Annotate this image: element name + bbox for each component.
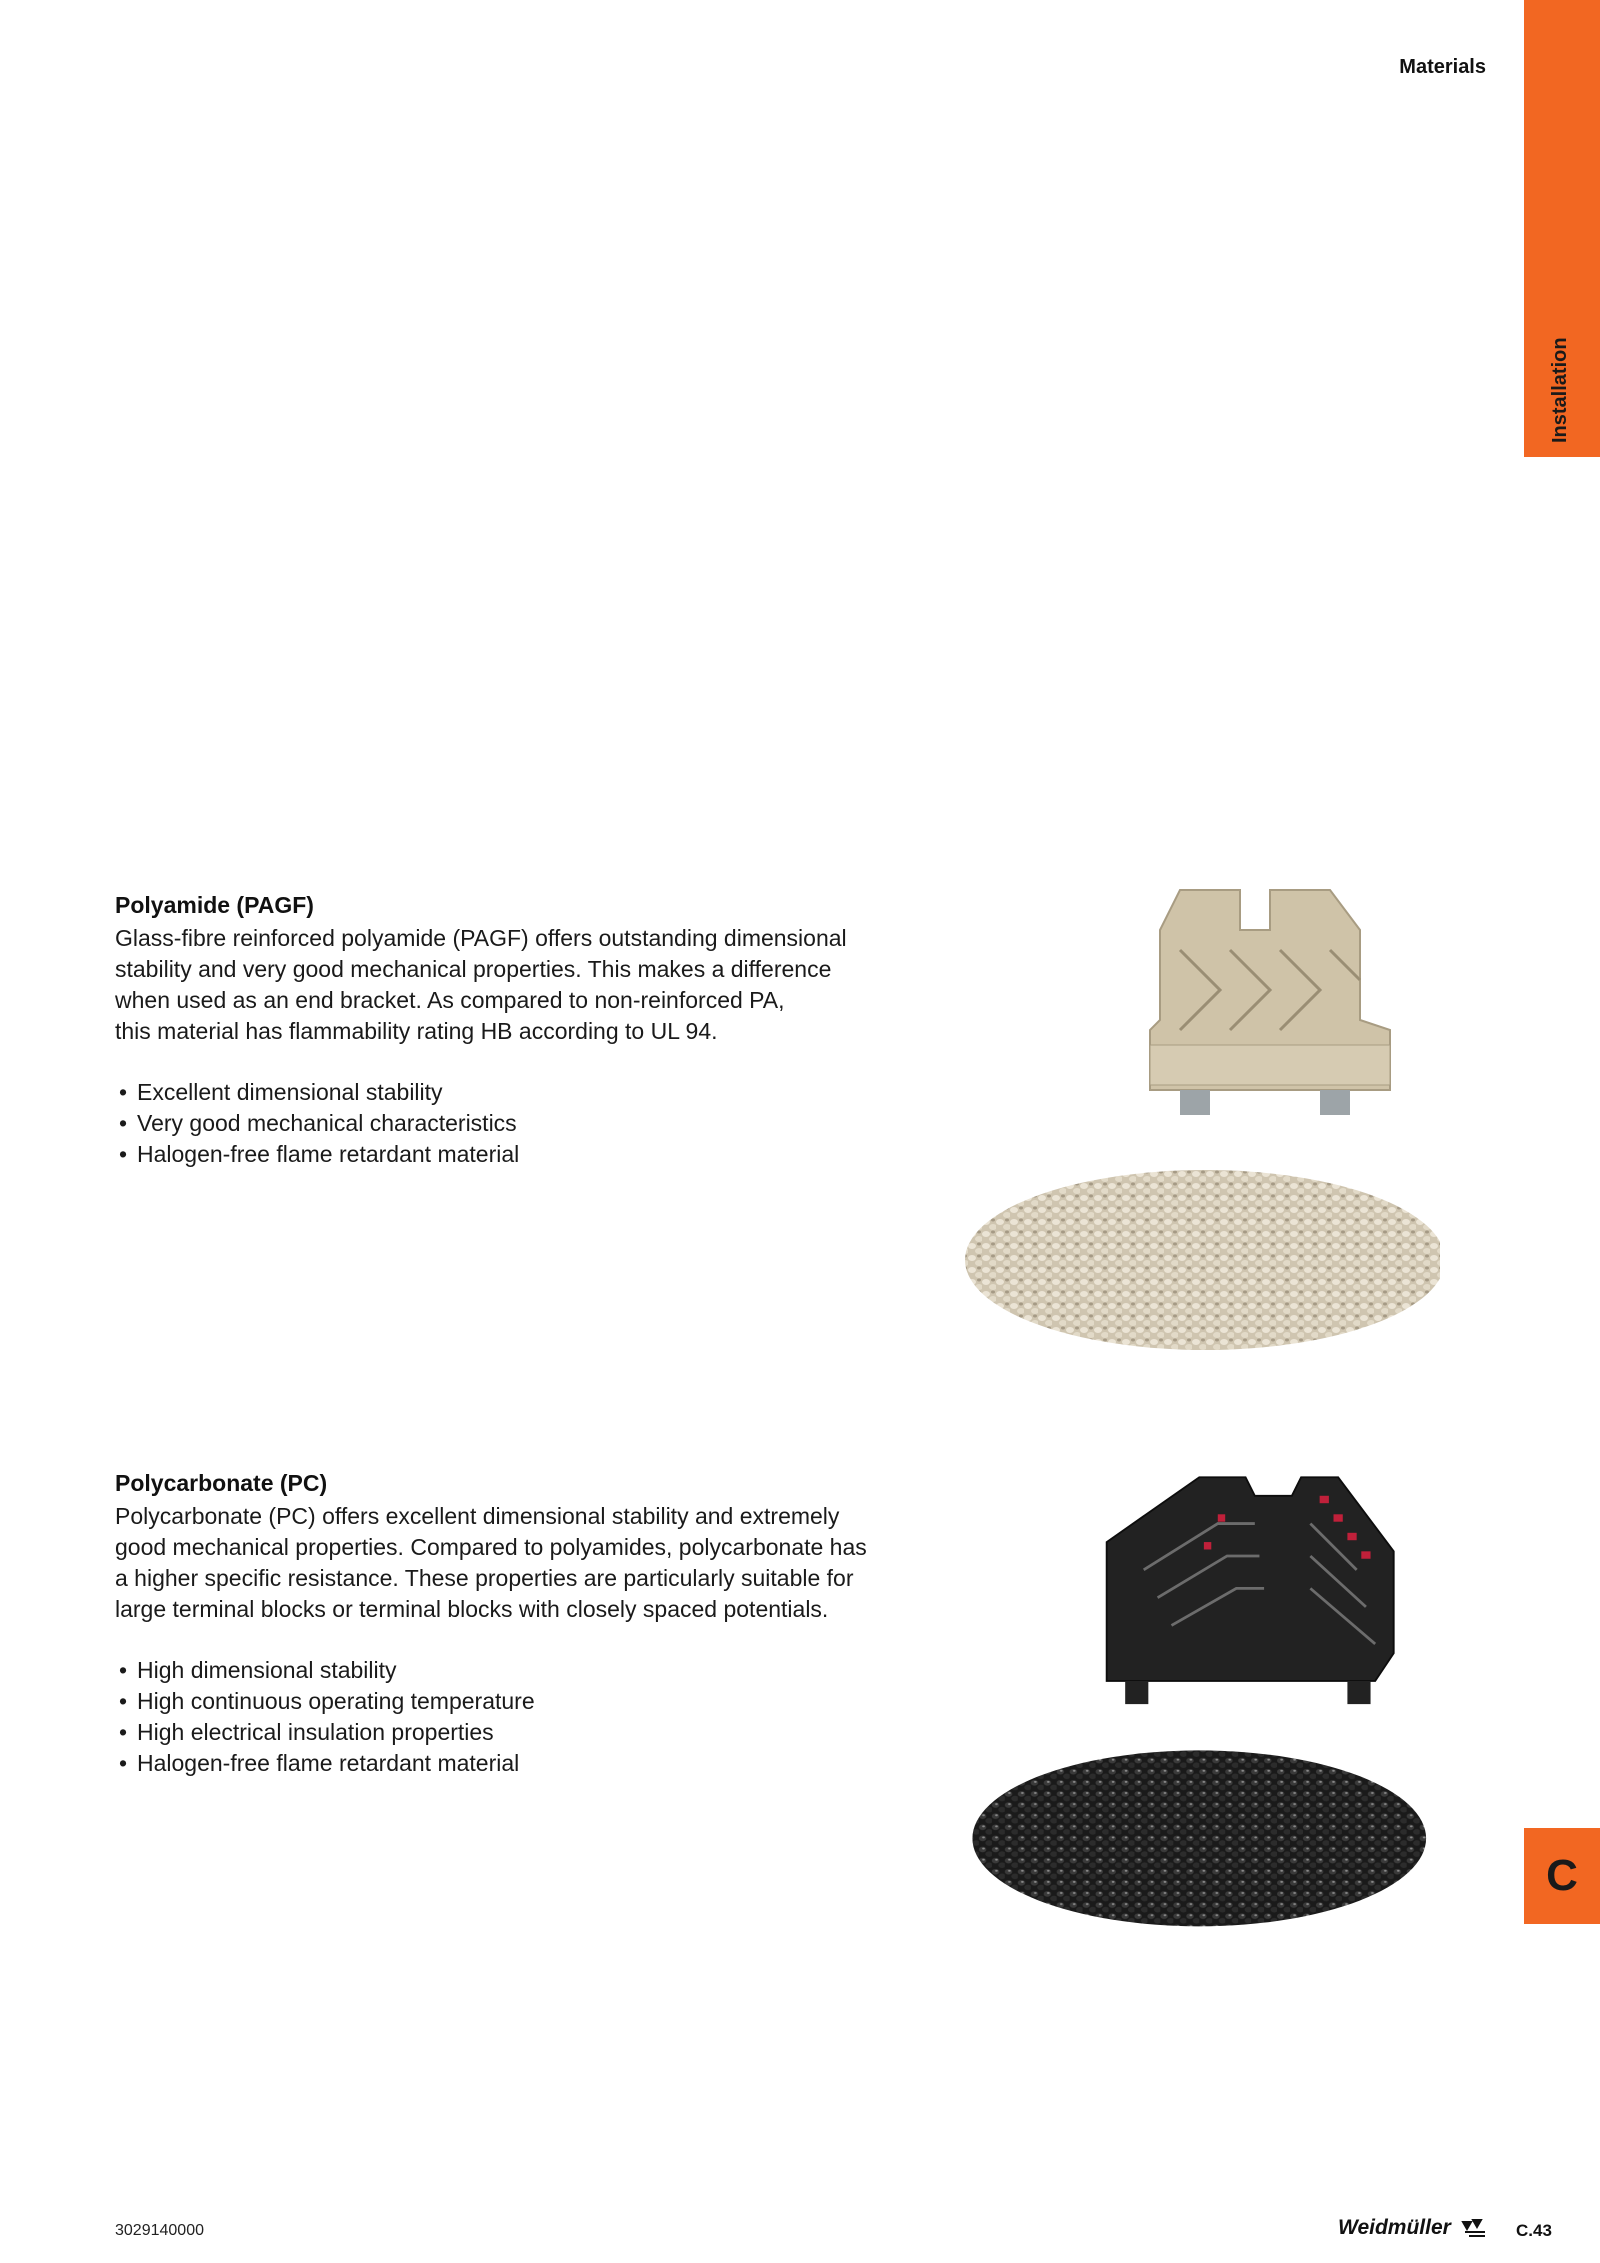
page-number: C.43 <box>1516 2221 1552 2240</box>
terminal-block-shape <box>1107 1477 1394 1704</box>
article-number: 3029140000 <box>115 2222 204 2239</box>
polyamide-product-image <box>940 870 1440 1360</box>
section-body <box>115 923 935 1047</box>
body-line: Glass-fibre reinforced polyamide (PAGF) offers outstanding dimensional <box>115 925 847 951</box>
section-title: Polyamide (PAGF) <box>115 892 314 918</box>
feature-list <box>115 1077 935 1170</box>
body-line: when used as an end bracket. As compared to non-reinforced PA, <box>115 987 785 1013</box>
feature-item: • Very good mechanical characteristics <box>115 1108 935 1139</box>
feature-item: • High continuous operating temperature <box>115 1686 935 1717</box>
body-line: this material has flammability rating HB according to UL 94. <box>115 1018 718 1044</box>
end-bracket-shape <box>1150 890 1390 1115</box>
chapter-letter: C <box>1546 1851 1578 1900</box>
section-body <box>115 1501 935 1625</box>
brand-logo-icon <box>1461 2218 1487 2240</box>
feature-item: • Halogen-free flame retardant material <box>115 1139 935 1170</box>
feature-item: • High dimensional stability <box>115 1655 935 1686</box>
chapter-letter-tab[interactable] <box>1524 1828 1600 1924</box>
side-tab-label: Installation <box>1549 337 1571 443</box>
feature-list <box>115 1655 935 1779</box>
body-line: Polycarbonate (PC) offers excellent dimensional stability and extremely <box>115 1503 840 1529</box>
feature-item: • Halogen-free flame retardant material <box>115 1748 935 1779</box>
side-tab-installation[interactable] <box>1524 0 1600 457</box>
feature-item: • High electrical insulation properties <box>115 1717 935 1748</box>
body-line: stability and very good mechanical properties. This makes a difference <box>115 956 832 982</box>
feature-item: • Excellent dimensional stability <box>115 1077 935 1108</box>
body-line: large terminal blocks or terminal blocks with closely spaced potentials. <box>115 1596 829 1622</box>
section-title: Polycarbonate (PC) <box>115 1470 328 1496</box>
polycarbonate-product-image <box>940 1448 1440 1988</box>
brand-logo-text: Weidmüller <box>1338 2216 1451 2239</box>
section-polyamide <box>115 892 935 1170</box>
body-line: a higher specific resistance. These properties are particularly suitable for <box>115 1565 854 1591</box>
section-polycarbonate <box>115 1470 935 1779</box>
page-section-title: Materials <box>1399 56 1486 78</box>
body-line: good mechanical properties. Compared to polyamides, polycarbonate has <box>115 1534 867 1560</box>
